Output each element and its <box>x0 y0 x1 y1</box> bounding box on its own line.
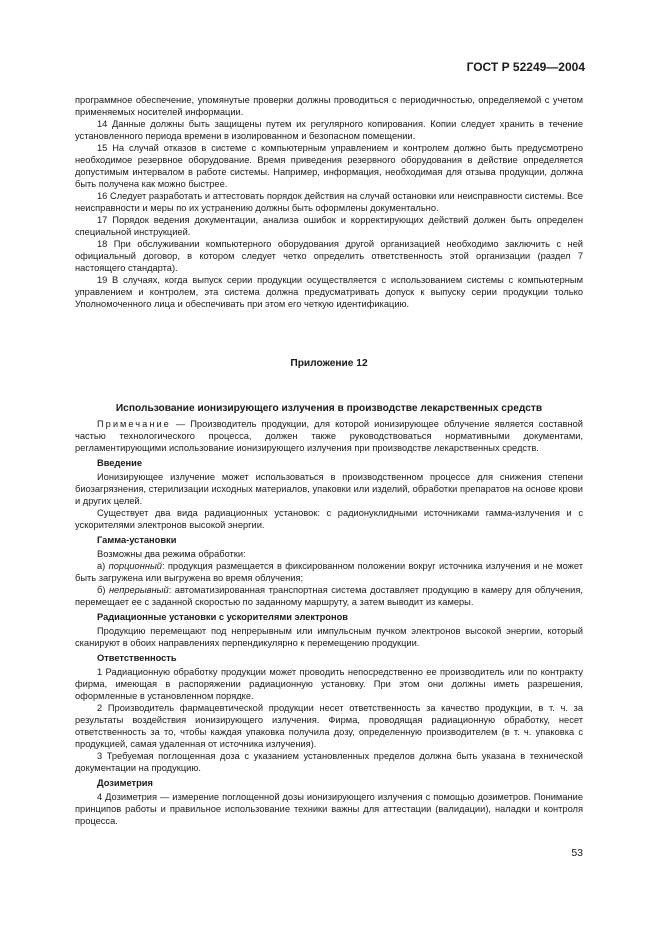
gamma-paragraph-1: Возможны два режима обработки: <box>97 549 246 559</box>
document-code: ГОСТ Р 52249—2004 <box>466 60 585 74</box>
dosimetry-paragraph-4: 4 Дозиметрия — измерение поглощенной дозы ионизирующего излучения с помощью дозиметров. Понимание принципов работы и правильное использование техники важны для аттестации (валидации), наладки и контроля процесса. <box>75 792 583 826</box>
paragraph-17: 17 Порядок ведения документации, анализа ошибок и корректирующих действий должен быть определен специальной инструкцией. <box>75 215 583 237</box>
responsibility-paragraph-3: 3 Требуемая поглощенная доза с указанием установленных пределов должна быть указана в технической документации на продукцию. <box>75 751 583 773</box>
page-number: 53 <box>571 847 583 859</box>
note-text: — Производитель продукции, для которой ионизирующее облучение является составной частью технологического процесса, должен также руководствоваться нормативными документами, регламентирующими использование ионизирующего излучения при производстве лекарственных средств. <box>75 419 583 453</box>
responsibility-paragraph-2: 2 Производитель фармацевтической продукции несет ответственность за качество продукции, в т. ч. за результаты воздействия ионизирующего излучения. Фирма, проводящая радиационную обработку, несет ответственность за то, чтобы каждая упаковка получила дозу, определенную производителем (в т. ч. упаковка с продукцией, самая удаленная от источника излучения). <box>75 703 583 749</box>
responsibility-heading: Ответственность <box>97 653 177 663</box>
gamma-heading: Гамма-установки <box>97 535 177 545</box>
intro-paragraph-2: Существует два вида радиационных установок: с радионуклидными источниками гамма-излучения и с ускорителями электронов высокой энергии. <box>75 508 583 530</box>
page-body <box>75 94 583 827</box>
appendix-title: Использование ионизирующего излучения в производстве лекарственных средств <box>115 403 543 414</box>
paragraph-continuation: программное обеспечение, упомянутые проверки должны проводиться с периодичностью, определяемой с учетом применяемых носителей информации. <box>75 95 583 117</box>
dosimetry-heading: Дозиметрия <box>97 778 153 788</box>
appendix-label: Приложение 12 <box>290 358 368 369</box>
gamma-item-a-text: : продукция размещается в фиксированном положении вокруг источника излучения и не может быть загружена или выгружена во время облучения; <box>75 561 583 583</box>
gamma-item-b-text: : автоматизированная транспортная система доставляет продукцию в камеру для облучения, перемещает ее с заданной скоростью по заданному маршруту, а затем выводит из камеры. <box>75 585 583 607</box>
note-label: Примечание <box>97 419 171 429</box>
gamma-item-a <box>75 560 583 584</box>
intro-paragraph-1: Ионизирующее излучение может использоваться в производственном процессе для снижения степени биозагрязнения, стерилизации исходных материалов, упаковки или изделий, обработки препаратов на основе крови и других целей. <box>75 472 583 506</box>
gamma-item-a-term: порционный <box>108 561 162 571</box>
gamma-item-a-prefix: а) <box>97 561 109 571</box>
gamma-item-b-prefix: б) <box>97 585 109 595</box>
accelerator-heading: Радиационные установки с ускорителями электронов <box>97 612 348 622</box>
paragraph-19: 19 В случаях, когда выпуск серии продукции осуществляется с использованием системы с компьютерным управлением и контролем, эта система должна предусматривать допуск к выпуску серии продукции только Уполномоченного лица и обеспечивать при этом его четкую идентификацию. <box>75 275 583 309</box>
responsibility-paragraph-1: 1 Радиационную обработку продукции может проводить непосредственно ее производитель или по контракту фирма, имеющая в распоряжении радиационную установку. При этом они должны иметь разрешения, оформленные в установленном порядке. <box>75 667 583 701</box>
paragraph-16: 16 Следует разработать и аттестовать порядок действия на случай остановки или неисправности системы. Все неисправности и меры по их устранению должны быть оформлены документально. <box>75 191 583 213</box>
paragraph-14: 14 Данные должны быть защищены путем их регулярного копирования. Копии следует хранить в течение установленного периода времени в изолированном и безопасном помещении. <box>75 119 583 141</box>
paragraph-15: 15 На случай отказов в системе с компьютерным управлением и контролем должно быть предусмотрено необходимое резервное оборудование. Время приведения резервного оборудования в действие определяется допустимым интервалом в работе системы. Например, информация, необходимая для отзыва продукции, должна быть получена как можно быстрее. <box>75 143 583 189</box>
gamma-item-b <box>75 584 583 608</box>
intro-heading: Введение <box>97 458 143 468</box>
accelerator-paragraph-1: Продукцию перемещают под непрерывным или импульсным пучком электронов высокой энергии, который сканируют в обоих направлениях перпендикулярно к перемещению продукции. <box>75 626 583 648</box>
gamma-item-b-term: непрерывный <box>108 585 169 595</box>
paragraph-18: 18 При обслуживании компьютерного оборудования другой организацией необходимо заключить с ней официальный договор, в котором следует четко определить ответственность этой организации (раздел 7 настоящего стандарта). <box>75 239 583 273</box>
note-paragraph <box>75 418 583 454</box>
